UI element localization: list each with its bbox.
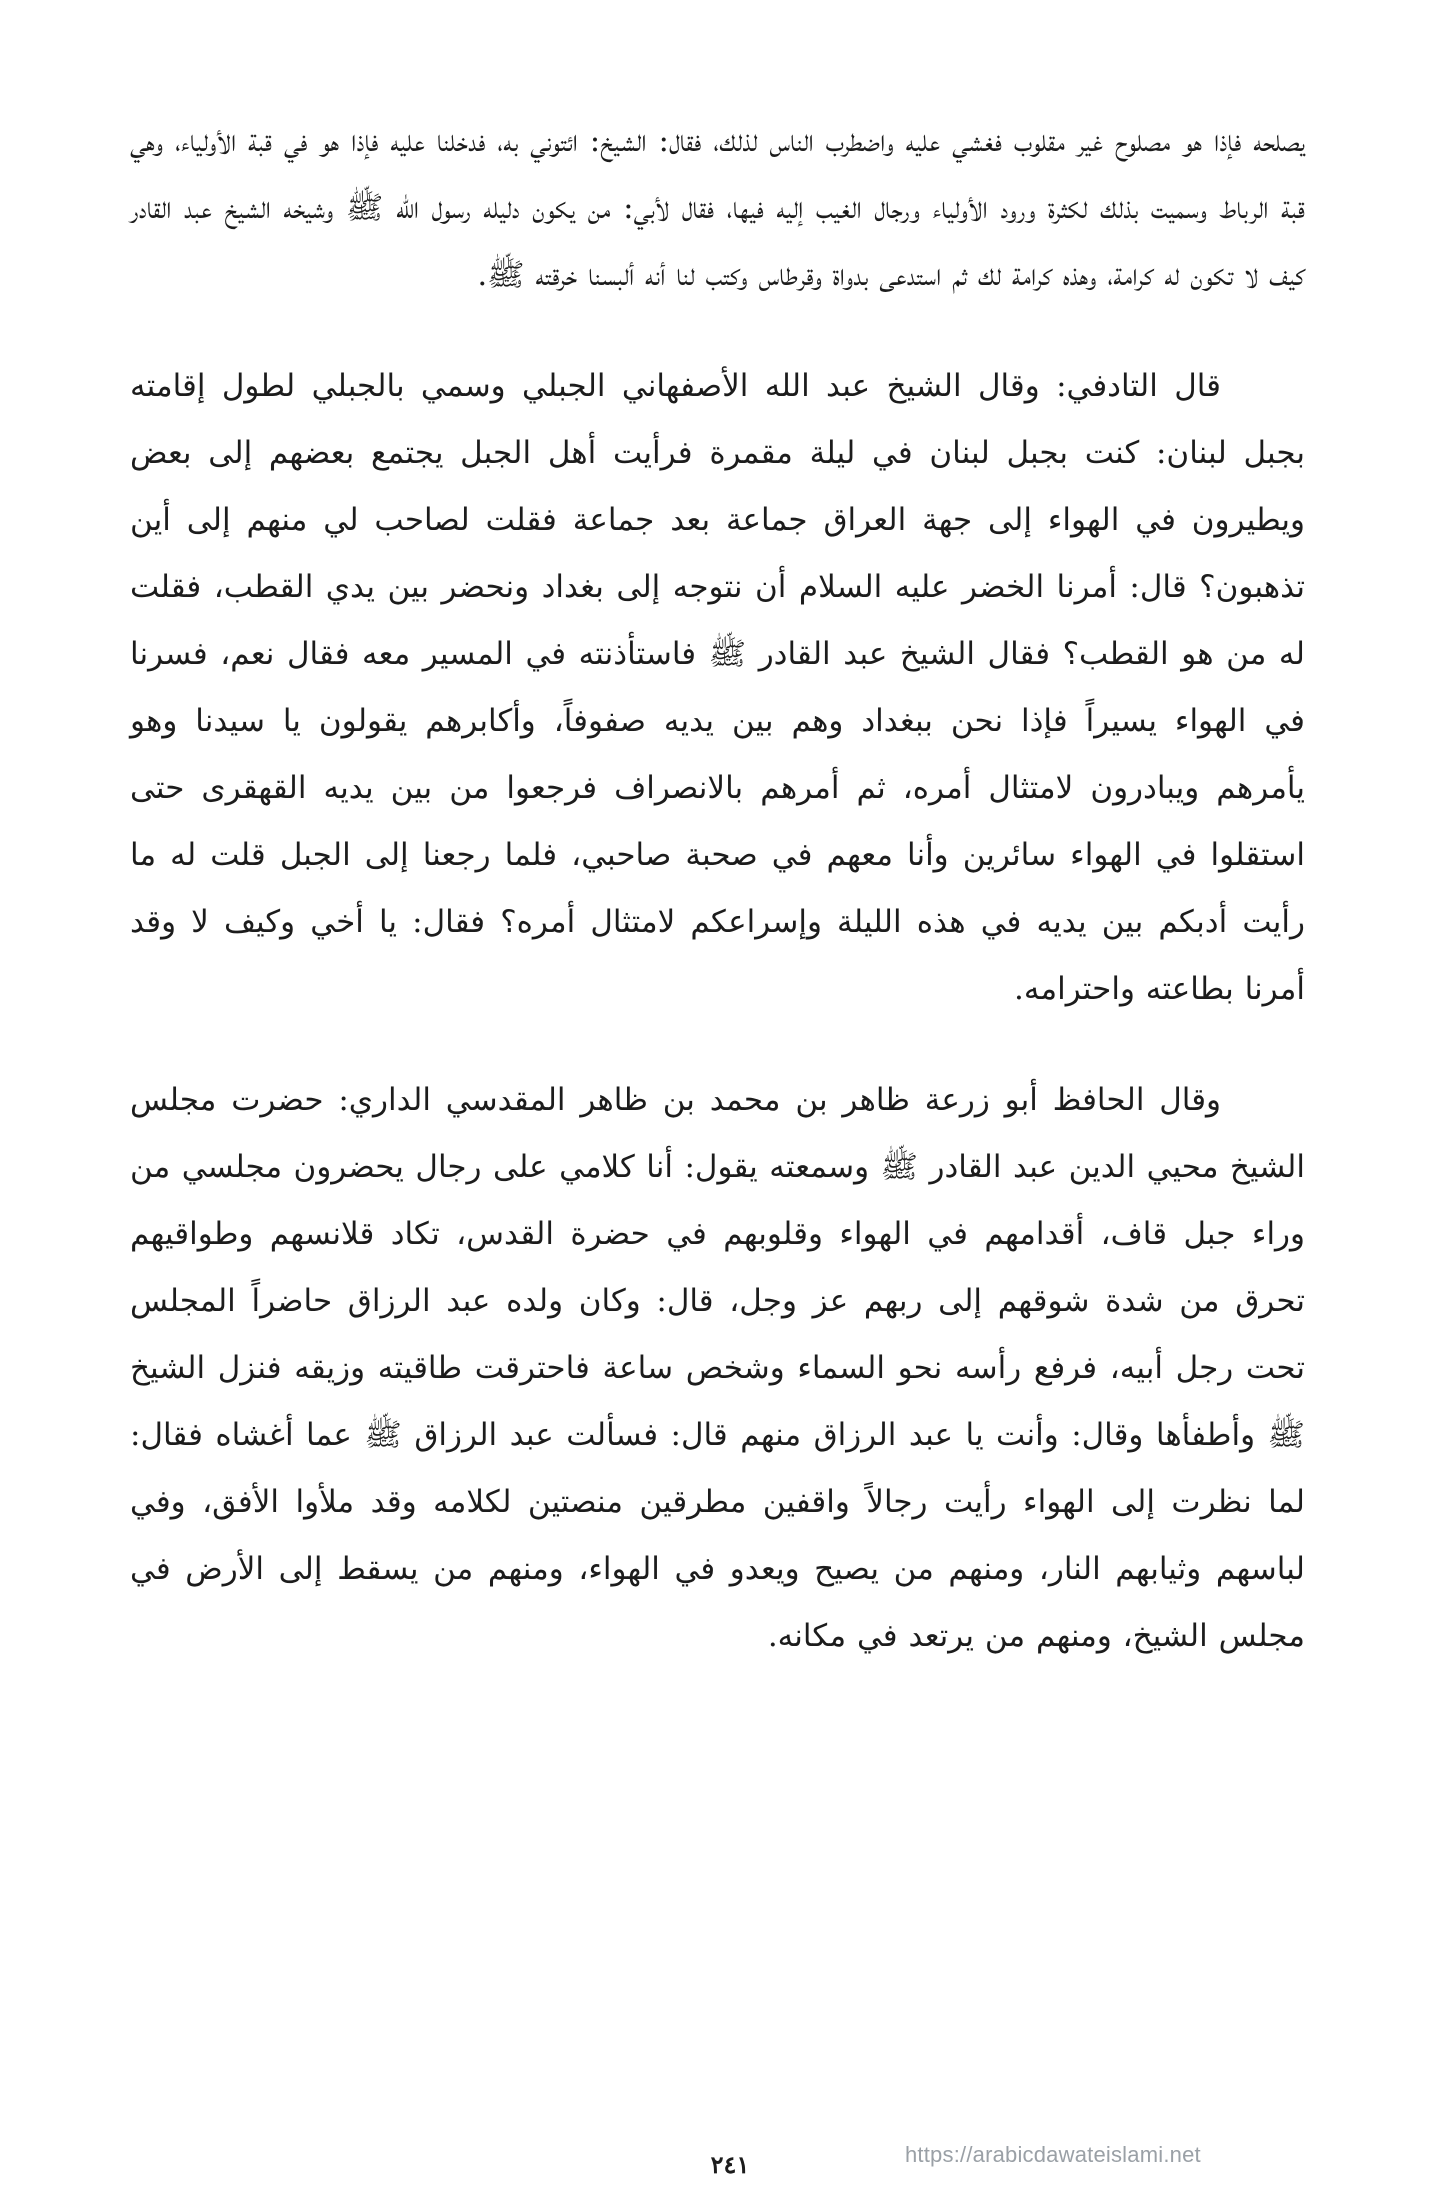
page-body [130,108,1305,1670]
watermark-url: https://arabicdawateislami.net [905,2142,1201,2167]
paragraph-3: وقال الحافظ أبو زرعة ظاهر بن محمد بن ظاهر المقدسي الداري: حضرت مجلس الشيخ محيي الدين عبد القادر ﷺ وسمعته يقول: أنا كلامي على رجال يحضرون مجلسي من وراء جبل قاف، أقدامهم في الهواء وقلوبهم في حضرة القدس، تكاد قلانسهم وطواقيهم تحرق من شدة شوقهم إلى ربهم عز وجل، قال: وكان ولده عبد الرزاق حاضراً المجلس تحت رجل أبيه، فرفع رأسه نحو السماء وشخص ساعة فاحترقت طاقيته وزيقه فنزل الشيخ ﷺ وأطفأها وقال: وأنت يا عبد الرزاق منهم قال: فسألت عبد الرزاق ﷺ عما أغشاه فقال: لما نظرت إلى الهواء رأيت رجالاً واقفين مطرقين منصتين لكلامه وقد ملأوا الأفق، وفي لباسهم وثيابهم النار، ومنهم من يصيح ويعدو في الهواء، ومنهم من يسقط إلى الأرض في مجلس الشيخ، ومنهم من يرتعد في مكانه. [130,1082,1305,1654]
page-number: ٢٤١ [710,2150,750,2179]
paragraph-2: قال التادفي: وقال الشيخ عبد الله الأصفهاني الجبلي وسمي بالجبلي لطول إقامته بجبل لبنان: كنت بجبل لبنان في ليلة مقمرة فرأيت أهل الجبل يجتمع بعضهم إلى بعض ويطيرون في الهواء إلى جهة العراق جماعة بعد جماعة فقلت لصاحب لي منهم إلى أين تذهبون؟ قال: أمرنا الخضر عليه السلام أن نتوجه إلى بغداد ونحضر بين يدي القطب، فقلت له من هو القطب؟ فقال الشيخ عبد القادر ﷺ فاستأذنته في المسير معه فقال نعم، فسرنا في الهواء يسيراً فإذا نحن ببغداد وهم بين يديه صفوفاً، وأكابرهم يقولون يا سيدنا وهو يأمرهم ويبادرون لامتثال أمره، ثم أمرهم بالانصراف فرجعوا من بين يديه القهقرى حتى استقلوا في الهواء سائرين وأنا معهم في صحبة صاحبي، فلما رجعنا إلى الجبل قلت له ما رأيت أدبكم بين يديه في هذه الليلة وإسراعكم لامتثال أمره؟ فقال: يا أخي وكيف لا وقد أمرنا بطاعته واحترامه. [130,368,1305,1007]
paragraph-1: يصلحه فإذا هو مصلوح غير مقلوب فغشي عليه واضطرب الناس لذلك، فقال: الشيخ: ائتوني به، فدخلنا عليه فإذا هو في قبة الأولياء، وهي قبة الرباط وسميت بذلك لكثرة ورود الأولياء ورجال الغيب إليه فيها، فقال لأبي: من يكون دليله رسول الله ﷺ وشيخه الشيخ عبد القادر كيف لا تكون له كرامة، وهذه كرامة لك ثم استدعى بدواة وقرطاس وكتب لنا أنه ألبسنا خرقته ﷺ. [130,123,1305,293]
